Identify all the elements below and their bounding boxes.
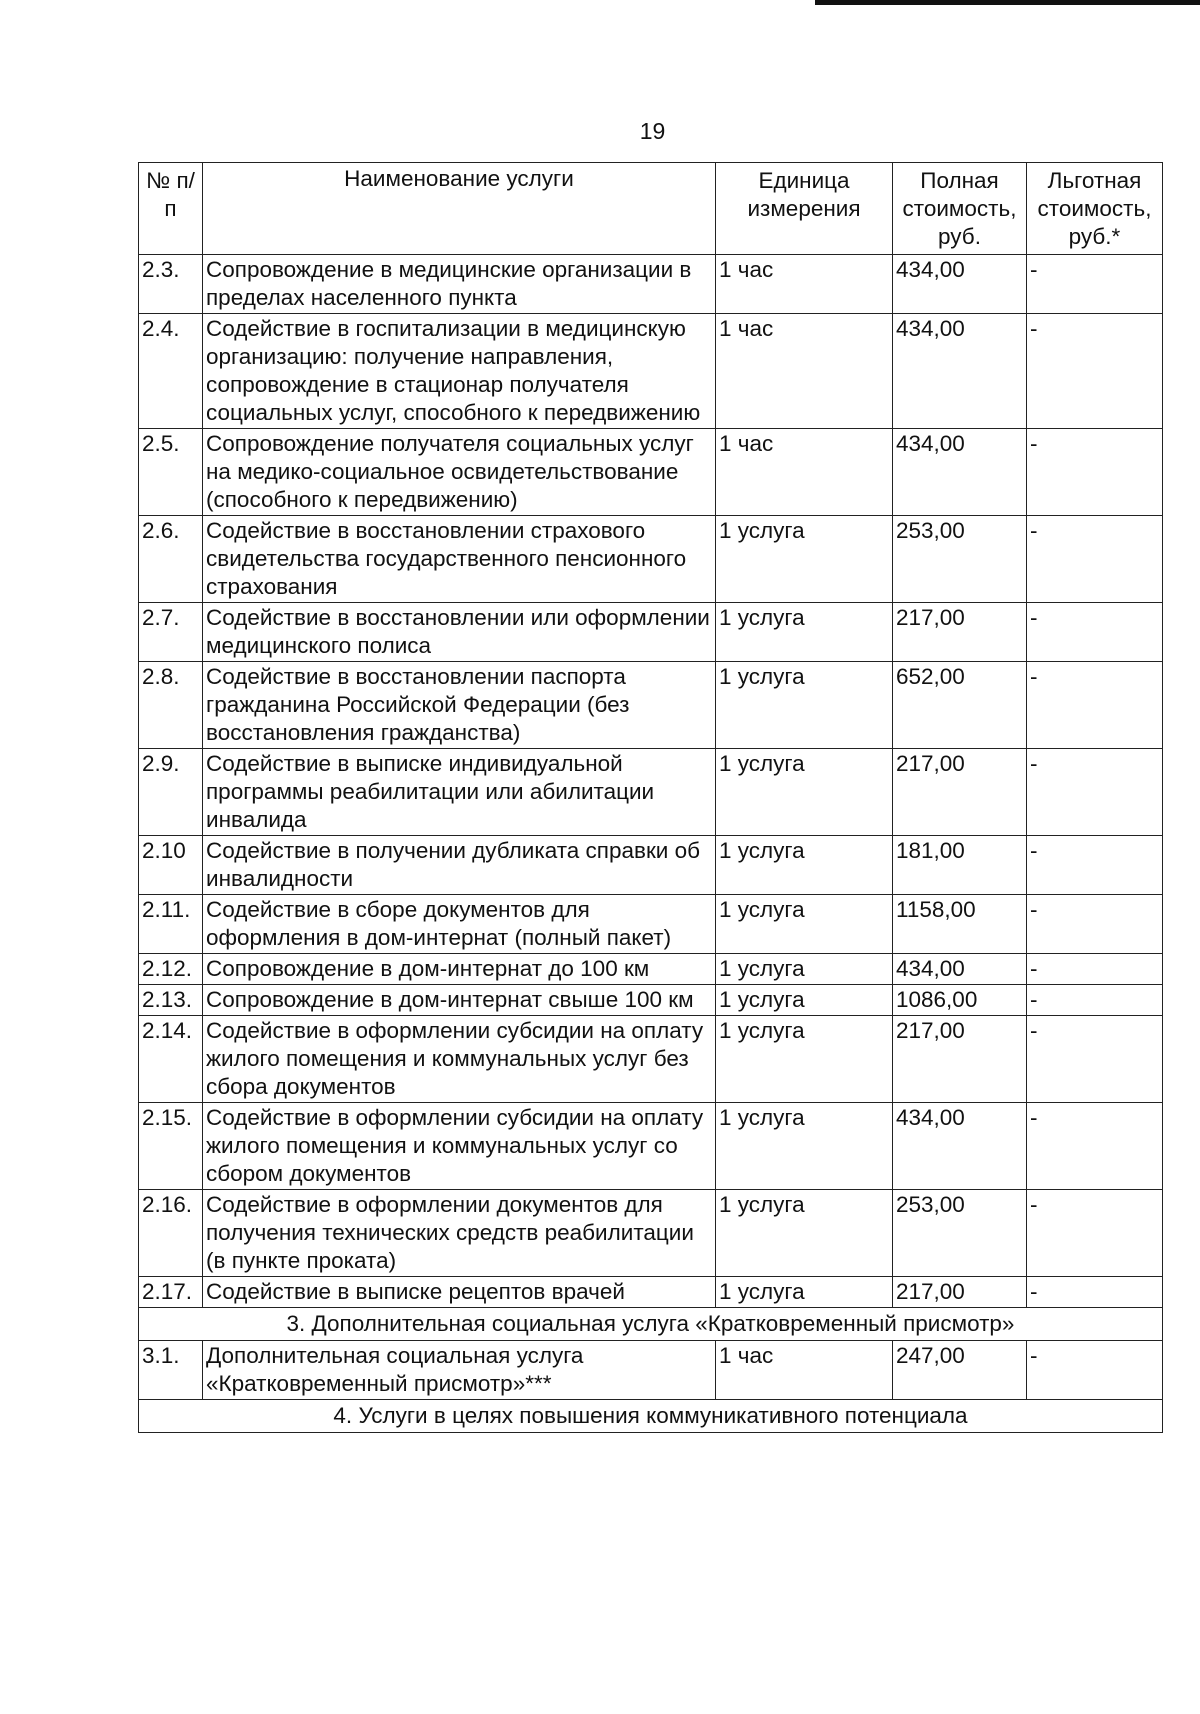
- row-discount-price: -: [1027, 1103, 1163, 1190]
- row-service-name: Содействие в госпитализации в медицинскую организацию: получение направления, сопровождение в стационар получателя социальных услуг, способного к передвижению: [203, 314, 716, 429]
- row-unit: 1 услуга: [716, 1277, 893, 1308]
- row-full-price: 181,00: [893, 836, 1027, 895]
- row-num: 3.1.: [139, 1341, 203, 1400]
- row-full-price: 434,00: [893, 1103, 1027, 1190]
- row-unit: 1 час: [716, 255, 893, 314]
- row-service-name: Содействие в оформлении документов для получения технических средств реабилитации (в пункте проката): [203, 1190, 716, 1277]
- row-service-name: Сопровождение в дом-интернат до 100 км: [203, 954, 716, 985]
- row-unit: 1 услуга: [716, 1190, 893, 1277]
- row-unit: 1 услуга: [716, 1103, 893, 1190]
- row-num: 2.3.: [139, 255, 203, 314]
- row-service-name: Содействие в восстановлении страхового свидетельства государственного пенсионного страхования: [203, 516, 716, 603]
- row-unit: 1 услуга: [716, 662, 893, 749]
- table-row: [139, 1103, 1163, 1190]
- row-num: 2.7.: [139, 603, 203, 662]
- row-discount-price: -: [1027, 836, 1163, 895]
- row-service-name: Сопровождение в медицинские организации в пределах населенного пункта: [203, 255, 716, 314]
- table-row: [139, 1341, 1163, 1400]
- row-discount-price: -: [1027, 1190, 1163, 1277]
- page-number: 19: [639, 118, 666, 144]
- row-unit: 1 час: [716, 1341, 893, 1400]
- table-row: [139, 836, 1163, 895]
- row-discount-price: -: [1027, 314, 1163, 429]
- row-full-price: 434,00: [893, 954, 1027, 985]
- table-row: [139, 985, 1163, 1016]
- row-num: 2.15.: [139, 1103, 203, 1190]
- table-row: [139, 1016, 1163, 1103]
- row-num: 2.5.: [139, 429, 203, 516]
- row-unit: 1 услуга: [716, 603, 893, 662]
- section-3-title: 3. Дополнительная социальная услуга «Кратковременный присмотр»: [139, 1308, 1163, 1341]
- row-full-price: 217,00: [893, 1277, 1027, 1308]
- row-full-price: 217,00: [893, 749, 1027, 836]
- row-discount-price: -: [1027, 895, 1163, 954]
- row-num: 2.4.: [139, 314, 203, 429]
- row-full-price: 434,00: [893, 255, 1027, 314]
- row-full-price: 253,00: [893, 1190, 1027, 1277]
- row-discount-price: -: [1027, 255, 1163, 314]
- row-num: 2.8.: [139, 662, 203, 749]
- row-service-name: Содействие в оформлении субсидии на оплату жилого помещения и коммунальных услуг со сбором документов: [203, 1103, 716, 1190]
- row-unit: 1 услуга: [716, 516, 893, 603]
- section-4-header-row: [139, 1400, 1163, 1433]
- row-num: 2.6.: [139, 516, 203, 603]
- row-num: 2.9.: [139, 749, 203, 836]
- row-full-price: 1158,00: [893, 895, 1027, 954]
- row-discount-price: -: [1027, 603, 1163, 662]
- row-unit: 1 услуга: [716, 836, 893, 895]
- table-row: [139, 1277, 1163, 1308]
- row-service-name: Содействие в выписке рецептов врачей: [203, 1277, 716, 1308]
- table-row: [139, 895, 1163, 954]
- row-unit: 1 услуга: [716, 895, 893, 954]
- row-discount-price: -: [1027, 985, 1163, 1016]
- header-full-price: Полная стоимость, руб.: [893, 163, 1027, 255]
- row-service-name: Содействие в выписке индивидуальной программы реабилитации или абилитации инвалида: [203, 749, 716, 836]
- table-header-row: [139, 163, 1163, 255]
- row-unit: 1 услуга: [716, 985, 893, 1016]
- row-num: 2.12.: [139, 954, 203, 985]
- table-row: [139, 314, 1163, 429]
- table-row: [139, 429, 1163, 516]
- row-service-name: Содействие в восстановлении или оформлении медицинского полиса: [203, 603, 716, 662]
- row-service-name: Дополнительная социальная услуга «Кратковременный присмотр»***: [203, 1341, 716, 1400]
- row-full-price: 217,00: [893, 1016, 1027, 1103]
- row-full-price: 434,00: [893, 429, 1027, 516]
- table-row: [139, 516, 1163, 603]
- services-price-table: [138, 162, 1163, 1433]
- row-discount-price: -: [1027, 1016, 1163, 1103]
- row-unit: 1 час: [716, 429, 893, 516]
- table-row: [139, 1190, 1163, 1277]
- row-discount-price: -: [1027, 1341, 1163, 1400]
- row-full-price: 1086,00: [893, 985, 1027, 1016]
- row-discount-price: -: [1027, 749, 1163, 836]
- top-border-line: [815, 0, 1200, 5]
- section-4-title: 4. Услуги в целях повышения коммуникативного потенциала: [139, 1400, 1163, 1433]
- row-unit: 1 час: [716, 314, 893, 429]
- row-discount-price: -: [1027, 662, 1163, 749]
- row-discount-price: -: [1027, 516, 1163, 603]
- table-row: [139, 662, 1163, 749]
- table-row: [139, 603, 1163, 662]
- row-num: 2.16.: [139, 1190, 203, 1277]
- table-row: [139, 954, 1163, 985]
- row-num: 2.17.: [139, 1277, 203, 1308]
- header-unit: Единица измерения: [716, 163, 893, 255]
- row-num: 2.11.: [139, 895, 203, 954]
- header-name: Наименование услуги: [203, 163, 716, 255]
- row-num: 2.10: [139, 836, 203, 895]
- table-row: [139, 749, 1163, 836]
- row-full-price: 247,00: [893, 1341, 1027, 1400]
- row-full-price: 652,00: [893, 662, 1027, 749]
- header-discount-price: Льготная стоимость, руб.*: [1027, 163, 1163, 255]
- table-row: [139, 255, 1163, 314]
- row-unit: 1 услуга: [716, 954, 893, 985]
- row-num: 2.13.: [139, 985, 203, 1016]
- row-service-name: Содействие в восстановлении паспорта гражданина Российской Федерации (без восстановления гражданства): [203, 662, 716, 749]
- row-service-name: Содействие в оформлении субсидии на оплату жилого помещения и коммунальных услуг без сбора документов: [203, 1016, 716, 1103]
- row-discount-price: -: [1027, 954, 1163, 985]
- row-discount-price: -: [1027, 1277, 1163, 1308]
- section-3-header-row: [139, 1308, 1163, 1341]
- row-full-price: 217,00: [893, 603, 1027, 662]
- row-service-name: Сопровождение в дом-интернат свыше 100 км: [203, 985, 716, 1016]
- row-unit: 1 услуга: [716, 1016, 893, 1103]
- row-discount-price: -: [1027, 429, 1163, 516]
- row-full-price: 434,00: [893, 314, 1027, 429]
- header-num: № п/п: [139, 163, 203, 255]
- row-service-name: Содействие в сборе документов для оформления в дом-интернат (полный пакет): [203, 895, 716, 954]
- row-service-name: Сопровождение получателя социальных услуг на медико-социальное освидетельствование (способного к передвижению): [203, 429, 716, 516]
- row-num: 2.14.: [139, 1016, 203, 1103]
- row-unit: 1 услуга: [716, 749, 893, 836]
- row-service-name: Содействие в получении дубликата справки об инвалидности: [203, 836, 716, 895]
- row-full-price: 253,00: [893, 516, 1027, 603]
